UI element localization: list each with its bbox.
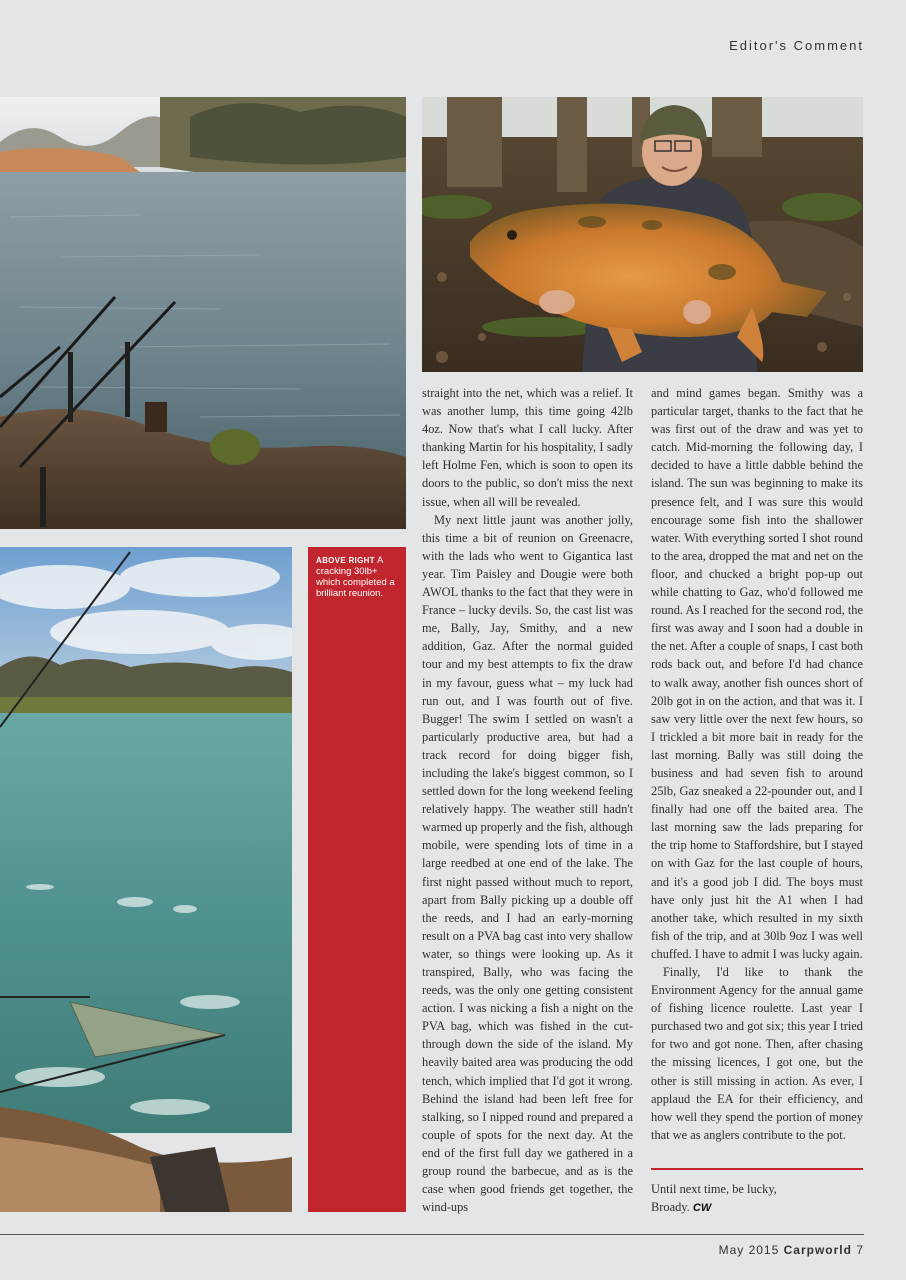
article-column-1 <box>422 384 633 1216</box>
reservoir-photo-image <box>0 547 292 1212</box>
signoff-name: Broady. <box>651 1200 690 1215</box>
paragraph: My next little jaunt was another jolly, this time a bit of reunion on Greenacre, with the lads who went to Gigantica last year. Tim Paisley and Dougie were both AWOL thanks to the fact that they were in France – lucky devils. So, the cast list was me, Bally, Jay, Smithy, and a new addition, Gaz. After the normal guided tour and my best attempts to fix the draw in my favour, guess what – my luck had run out, and I was fourth out of five. Bugger! The swim I settled on wasn't a particularly productive area, but had a track record for doing bigger fish, including the lake's biggest common, so I settled down for the long weekend feeling relatively happy. The weather still hadn't warmed up properly and the fish, although mobile, were spending lots of time in a large reedbed at one end of the lake. The first night passed without much to report, apart from Bally picking up a double off the reeds, and I had an early-morning result on a PVA bag cast into very shallow water, so things were looking up. As it transpired, Bally, who was facing the reeds, was the only one getting consistent action. I was nicking a fish a night on the PVA bag, which was fished in the cut-through down the side of the island. My heavily baited area was producing the odd tench, which implied that I'd got it wrong. Behind the island had been left free for stalking, so I nipped round and prepared a couple of spots for the next day. At the end of the first full day we gathered in a group round the barbecue, and as is the case when good friends get together, the wind-ups <box>422 512 633 1215</box>
paragraph: straight into the net, which was a relief. It was another lump, this time going 42lb 4oz. Now that's what I call lucky. After thanking Martin for his hospitality, I sadly left Holme Fen, which is soon to open its doors to the public, so don't miss the next issue, when all will be revealed. <box>422 386 633 509</box>
photo-caption <box>316 555 401 599</box>
signoff-line-2 <box>651 1198 863 1217</box>
magazine-name: Carpworld <box>783 1243 852 1257</box>
caption-lead: ABOVE RIGHT <box>316 556 375 565</box>
page-footer <box>719 1243 864 1257</box>
footer-rule <box>0 1234 864 1235</box>
signoff-line-1: Until next time, be lucky, <box>651 1182 777 1196</box>
lake-photo <box>0 97 406 529</box>
signoff <box>651 1180 863 1217</box>
reservoir-photo <box>0 547 292 1212</box>
caption-box <box>308 547 406 1212</box>
issue-date: May 2015 <box>718 1243 780 1257</box>
angler-carp-photo-image <box>422 97 863 372</box>
section-label: Editor's Comment <box>729 38 864 53</box>
angler-carp-photo <box>422 97 863 372</box>
cw-end-mark: CW <box>692 1202 712 1215</box>
article-column-2 <box>651 384 863 1144</box>
paragraph: Finally, I'd like to thank the Environment Agency for the annual game of fishing licence roulette. Last year I purchased two and got six; this year I tried for two and got none. Then, after chasing the missing licences, I got one, but the other is still missing in action. As ever, I applaud the EA for their efficiency, and how well they spend the portion of money that we as anglers contribute to the pot. <box>651 965 863 1142</box>
paragraph: and mind games began. Smithy was a particular target, thanks to the fact that he was first out of the draw and was yet to catch. Mid-morning the following day, I decided to have a little dabble behind the island. The sun was beginning to make its presence felt, and I was sure this would encourage some fish into the shallower water. With everything sorted I shot round to the area, dropped the mat and net on the floor, and chucked a bright pop-up out while chatting to Gaz, who'd followed me round. As I reached for the second rod, the first was away and I soon had a double in the net. After a couple of snaps, I cast both rods back out, and before I'd had chance to walk away, another fish ounces short of 20lb got in on the action, and that was it. I saw very little over the next few hours, so I trickled a bit more bait in ready for the last morning. Bally was still doing the business and had seven fish to around 25lb, Gaz sneaked a 22-pounder out, and I finally had one off the baited area. The last morning saw the lads preparing for the trip home to Staffordshire, but I stayed on with Gaz for the last couple of hours, and it's a good job I did. The boys must have only just hit the A1 when I had another take, which resulted in my sixth fish of the trip, and at 30lb 9oz I was well chuffed. I have to admit I was lucky again. <box>651 386 863 961</box>
caption-text: A cracking 30lb+ which completed a brilliant reunion. <box>316 555 395 599</box>
lake-photo-image <box>0 97 406 529</box>
page-number: 7 <box>856 1243 864 1257</box>
signoff-divider <box>651 1168 863 1170</box>
